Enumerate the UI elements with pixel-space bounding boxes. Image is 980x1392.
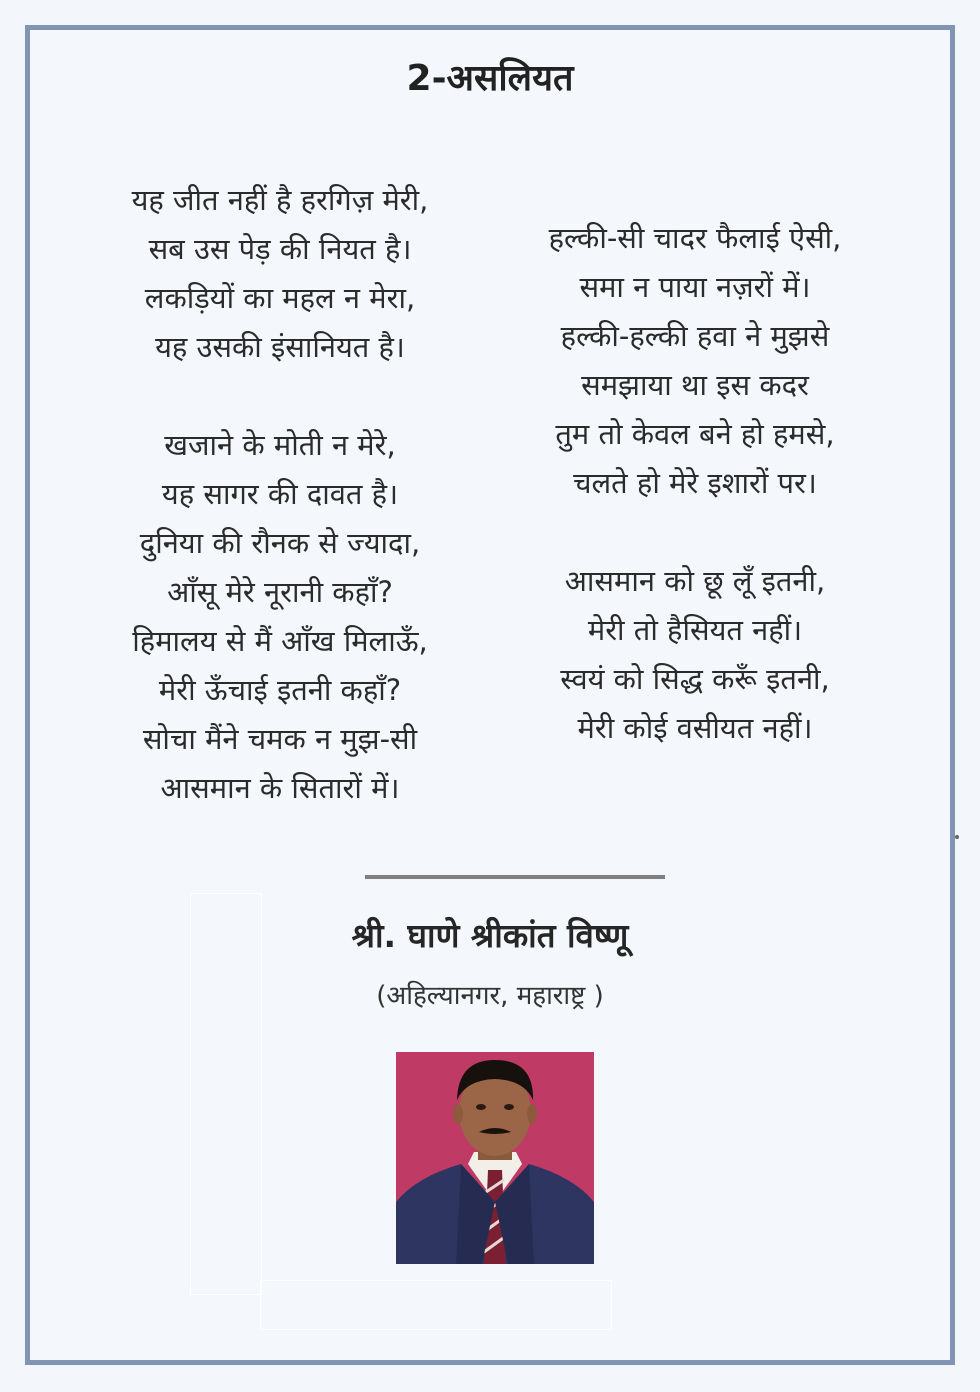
poem-line: समा न पाया नज़रों में। xyxy=(579,270,811,304)
poem-line: हल्की-हल्की हवा ने मुझसे xyxy=(560,319,830,353)
stanza xyxy=(505,214,885,508)
stanza xyxy=(85,421,475,813)
poem-line: यह जीत नहीं है हरगिज़ मेरी, xyxy=(131,183,429,217)
poem-line: यह सागर की दावत है। xyxy=(161,477,399,511)
poem-line: हिमालय से मैं आँख मिलाऊँ, xyxy=(132,624,428,658)
poem-line: स्वयं को सिद्ध करूँ इतनी, xyxy=(560,662,830,696)
poem-line: आँसू मेरे नूरानी कहाँ? xyxy=(167,575,393,609)
poem-line: खजाने के मोती न मेरे, xyxy=(164,428,396,462)
poem-line: मेरी ऊँचाई इतनी कहाँ? xyxy=(158,673,402,707)
poem-line: सब उस पेड़ की नियत है। xyxy=(148,232,412,266)
poem-left-column xyxy=(85,176,475,862)
author-photo xyxy=(396,1052,594,1264)
poem-line: आसमान के सितारों में। xyxy=(160,771,400,805)
stanza xyxy=(505,557,885,753)
poem-line: सोचा मैंने चमक न मुझ-सी xyxy=(142,722,418,756)
poem-line: लकड़ियों का महल न मेरा, xyxy=(144,281,416,315)
decorative-box xyxy=(260,1280,612,1330)
poem-line: मेरी तो हैसियत नहीं। xyxy=(587,613,803,647)
poem-line: मेरी कोई वसीयत नहीं। xyxy=(577,711,813,745)
poem-line: हल्की-सी चादर फैलाई ऐसी, xyxy=(548,221,842,255)
poem-line: दुनिया की रौनक से ज्यादा, xyxy=(139,526,421,560)
poem-line: समझाया था इस कदर xyxy=(581,368,809,402)
author-name: श्री. घाणे श्रीकांत विष्णू xyxy=(351,916,629,955)
poem-line: यह उसकी इंसानियत है। xyxy=(155,330,405,364)
author-place: (अहिल्यानगर, महाराष्ट्र ) xyxy=(376,981,604,1011)
edge-mark xyxy=(955,835,959,839)
divider xyxy=(365,875,665,879)
poem-line: तुम तो केवल बने हो हमसे, xyxy=(555,417,835,451)
poem-title: 2-असलियत xyxy=(406,58,574,99)
poem-line: आसमान को छू लूँ इतनी, xyxy=(564,564,826,598)
poem-right-column xyxy=(505,214,885,802)
poem-line: चलते हो मेरे इशारों पर। xyxy=(573,466,817,500)
stanza xyxy=(85,176,475,372)
portrait-illustration xyxy=(396,1052,594,1264)
